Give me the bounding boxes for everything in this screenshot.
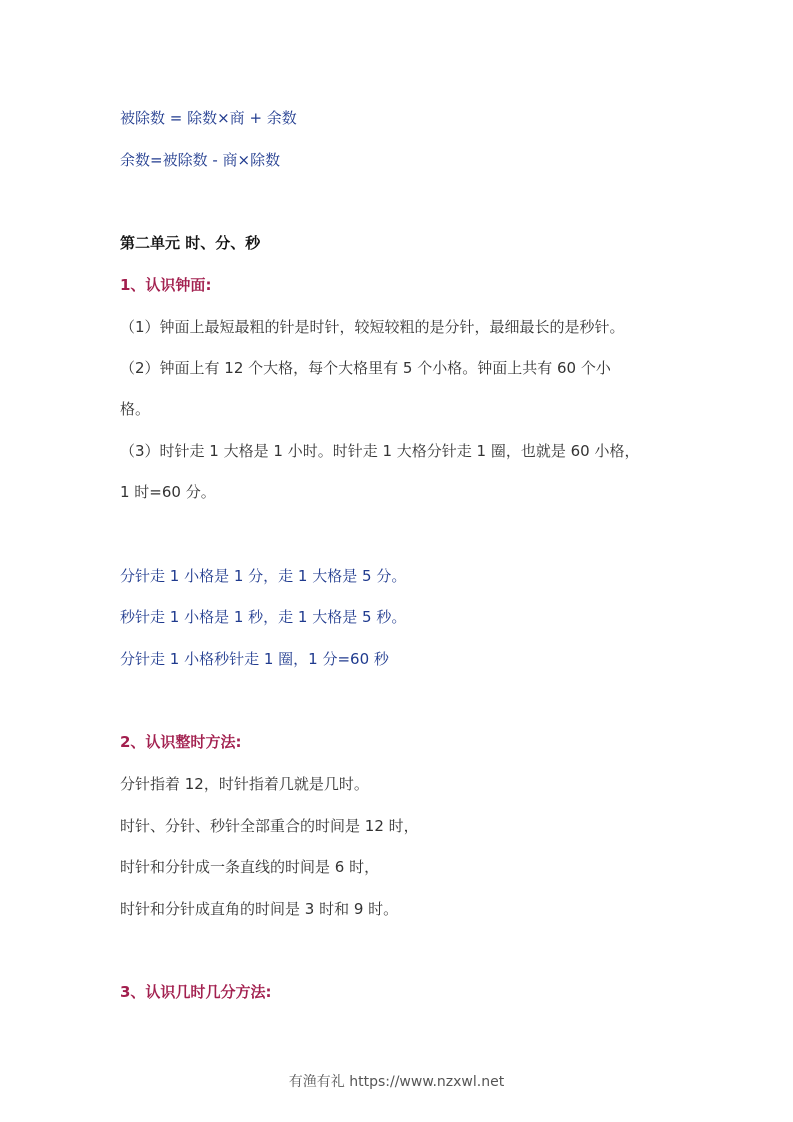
paragraph-line: （3）时针走 1 大格是 1 小时。时针走 1 大格分针走 1 圈，也就是 60 小格， xyxy=(120,442,640,460)
paragraph-line: （1）钟面上最短最粗的针是时针，较短较粗的是分针，最细最长的是秒针。 xyxy=(120,318,625,336)
formula-remainder: 余数=被除数 - 商×除数 xyxy=(120,151,281,169)
note-line: 分针走 1 小格秒针走 1 圈，1 分=60 秒 xyxy=(120,650,389,668)
paragraph-line: 时针、分针、秒针全部重合的时间是 12 时， xyxy=(120,817,419,835)
paragraph-line: （2）钟面上有 12 个大格，每个大格里有 5 个小格。钟面上共有 60 个小 xyxy=(120,359,611,377)
paragraph-line: 时针和分针成直角的时间是 3 时和 9 时。 xyxy=(120,900,399,918)
note-line: 分针走 1 小格是 1 分，走 1 大格是 5 分。 xyxy=(120,567,407,585)
paragraph-line: 时针和分针成一条直线的时间是 6 时， xyxy=(120,858,380,876)
section-heading: 1、认识钟面: xyxy=(120,276,212,294)
note-line: 秒针走 1 小格是 1 秒，走 1 大格是 5 秒。 xyxy=(120,608,407,626)
formula-dividend: 被除数 = 除数×商 + 余数 xyxy=(120,109,297,127)
unit-title: 第二单元 时、分、秒 xyxy=(120,234,261,252)
section-heading: 3、认识几时几分方法: xyxy=(120,983,272,1001)
page-footer: 有渔有礼 https://www.nzxwl.net xyxy=(288,1074,505,1090)
paragraph-line: 格。 xyxy=(120,400,151,418)
section-heading: 2、认识整时方法: xyxy=(120,733,242,751)
paragraph-line: 1 时=60 分。 xyxy=(120,483,216,501)
paragraph-line: 分针指着 12，时针指着几就是几时。 xyxy=(120,775,369,793)
